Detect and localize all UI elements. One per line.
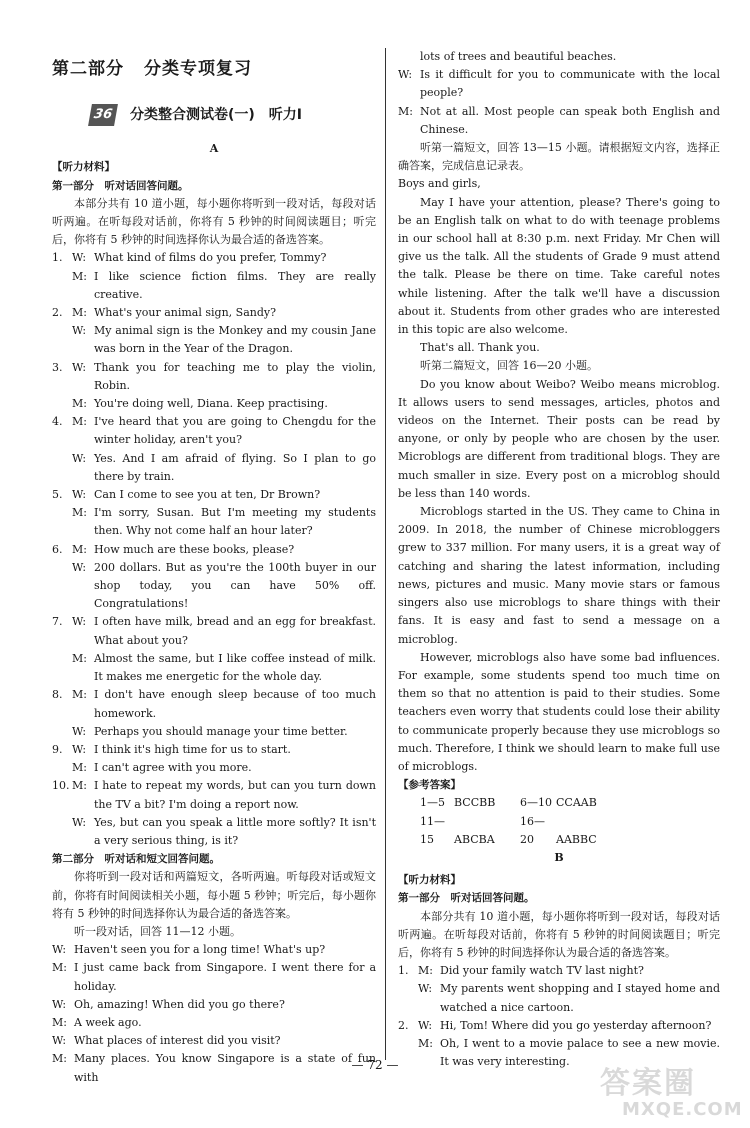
dialogue-line: 9. W: I think it's high time for us to start. [52, 742, 291, 756]
dialogue-line: 1. M: Did your family watch TV last night? [398, 964, 644, 978]
listening-material-label: 【听力材料】 [52, 161, 115, 174]
passage2-paragraph-3: However, microblogs also have some bad influences. For example, some students spend too much time on them so that no attention is paid to their studies. Some teachers even worry that students could lose their ability to communicate properly because they use microblogs so much. Therefore, I think we should learn to make full use of microblogs. [398, 650, 720, 773]
dialogue-line: 5. W: Can I come to see you at ten, Dr Brown? [52, 488, 321, 502]
dialogue-line: W: My animal sign is the Monkey and my cousin Jane was born in the Year of the Dragon. [72, 324, 376, 356]
answer-key-label: 【参考答案】 [398, 779, 461, 792]
dialogue-line: M: Almost the same, but I like coffee instead of milk. It makes me energetic for the whole day. [72, 651, 376, 684]
left-column [52, 48, 376, 1087]
dialogue-line: W: Is it difficult for you to communicate with the local people? [398, 68, 720, 100]
dialogue-line: W: My parents went shopping and I stayed home and watched a nice cartoon. [418, 982, 720, 1014]
dialogue-line: W: What places of interest did you visit? [52, 1034, 281, 1048]
test-number-badge: 36 [88, 104, 118, 126]
dialogue-list [52, 249, 376, 850]
part1-heading: 第一部分 听对话回答问题。 [52, 179, 189, 192]
dialogue-line: W: Yes, but can you speak a little more softly? It isn't a very serious thing, is it? [72, 815, 376, 847]
dialogue-line: M: I like science fiction films. They are really creative. [72, 269, 376, 301]
dialogue-line: M: I'm sorry, Susan. But I'm meeting my students then. Why not come half an hour later? [72, 506, 376, 538]
passage1-greeting: Boys and girls, [398, 177, 481, 191]
dialogue-line: W: Perhaps you should manage your time better. [72, 724, 348, 738]
dialogue-line: 8. M: I don't have enough sleep because of too much homework. [52, 688, 376, 720]
dialogue-line: M: I can't agree with you more. [72, 761, 252, 775]
passage2-intro: 听第二篇短文，回答 16—20 小题。 [420, 359, 598, 373]
dialogue-line: 6. M: How much are these books, please? [52, 542, 295, 556]
test-title-text: 分类整合测试卷(一) [130, 107, 255, 124]
right-column [398, 48, 720, 1071]
part-title-number: 第二部分 [52, 59, 124, 79]
dialogue-11-12-intro: 听一段对话，回答 11—12 小题。 [74, 924, 241, 938]
answer-key-row: 11—15 ABCBA16—20 AABBC [420, 814, 597, 846]
answer-key-row: 1—5 BCCBB 6—10 CCAAB [420, 796, 597, 810]
column-divider [385, 48, 386, 1060]
part-title [52, 60, 376, 78]
b-part1-instructions: 本部分共有 10 道小题，每小题你将听到一段对话，每段对话听两遍。在听每段对话前，你将有 5 秒钟的时间阅读题目；听完后，你将有 5 秒钟的时间选择你认为最合适的备选答案。 [398, 909, 720, 959]
part2-instructions: 你将听到一段对话和两篇短文，各听两遍。听每段对话或短文前，你将有时间阅读相关小题，每小题 5 秒钟；听完后，每小题你将有 5 秒钟的时间选择你认为最合适的备选答案。 [52, 870, 376, 920]
passage1-intro: 听第一篇短文，回答 13—15 小题。请根据短文内容，选择正确答案，完成信息记录表。 [398, 141, 720, 173]
dialogue-line: W: Haven't seen you for a long time! What's up? [52, 943, 326, 957]
dialogue-line: M: Oh, I went to a movie palace to see a new movie. It was very interesting. [418, 1036, 720, 1069]
dialogue-line: 10. M: I hate to repeat my words, but can you turn down the TV a bit? I'm doing a report now. [52, 779, 376, 811]
part2-heading: 第二部分 听对话和短文回答问题。 [52, 853, 220, 866]
dialogue-line: 4. M: I've heard that you are going to Chengdu for the winter holiday, aren't you? [52, 415, 376, 447]
dialogue-line: 1. W: What kind of films do you prefer, Tommy? [52, 251, 327, 265]
passage2-paragraph-1: Do you know about Weibo? Weibo means microblog. It allows users to send messages, articles, photos and videos on the Internet. Their posts can be read by anyone, or only by people who are chosen by the user. Microblogs are different from traditional blogs. They are much smaller in size. Every post on a microblog should be less than 140 words. [398, 377, 720, 500]
dialogue-line: M: Not at all. Most people can speak both English and Chinese. [398, 104, 720, 136]
part-title-text: 分类专项复习 [144, 59, 252, 79]
test-title [90, 104, 376, 126]
listening-material-label-b: 【听力材料】 [398, 874, 461, 887]
part1-instructions: 本部分共有 10 道小题，每小题你将听到一段对话，每段对话听两遍。在听每段对话前，你将有 5 秒钟的时间阅读题目；听完后，你将有 5 秒钟的时间选择你认为最合适的备选答案。 [52, 196, 376, 247]
dialogue-line: M: I just came back from Singapore. I went there for a holiday. [52, 961, 376, 993]
dialogue-line: M: Many places. You know Singapore is a state of fun with [52, 1052, 376, 1084]
dialogue-line: 3. W: Thank you for teaching me to play the violin, Robin. [52, 360, 376, 392]
dialogue-line: 2. M: What's your animal sign, Sandy? [52, 306, 276, 320]
dialogue-line: 2. W: Hi, Tom! Where did you go yesterday afternoon? [398, 1018, 712, 1032]
dialogue-line: M: You're doing well, Diana. Keep practising. [72, 397, 328, 411]
watermark-logo: 答案圈 MXQE.COM [600, 1066, 743, 1120]
dialogue-continuation: lots of trees and beautiful beaches. [420, 50, 617, 63]
page-number: — 72 — [351, 1058, 399, 1072]
passage2-paragraph-2: Microblogs started in the US. They came to China in 2009. In 2018, the number of Chinese microbloggers grew to 337 million. For many users, it is a great way of catching and sharing the latest information, including news, pictures and music. Many movie stars or famous singers also use microblogs to share things with their fans. It is easy and fast to send a message on a microblog. [398, 505, 720, 646]
dialogue-line: M: A week ago. [52, 1015, 142, 1029]
b-part1-heading: 第一部分 听对话回答问题。 [398, 892, 535, 905]
dialogue-line: W: 200 dollars. But as you're the 100th buyer in our shop today, you can have 50% off. Congratulations! [72, 560, 376, 611]
passage1-body: May I have your attention, please? There's going to be an English talk on what to do with teenage problems in our school hall at 8:30 p.m. next Friday. Mr Chen will give us the talk. All the students of Grade 9 must attend the talk. Please be there on time. Take careful notes while listening. After the talk we'll have a discussion about it. Students from other grades who are interested in this topic are also welcome. [398, 195, 720, 337]
section-a-label: A [209, 142, 219, 156]
dialogue-line: W: Oh, amazing! When did you go there? [52, 997, 285, 1011]
dialogue-line: W: Yes. And I am afraid of flying. So I plan to go there by train. [72, 451, 376, 483]
test-subtitle: 听力Ⅰ [268, 107, 303, 124]
section-b-label: B [554, 850, 564, 864]
dialogue-line: 7. W: I often have milk, bread and an egg for breakfast. What about you? [52, 615, 376, 647]
passage1-end: That's all. Thank you. [420, 341, 540, 355]
